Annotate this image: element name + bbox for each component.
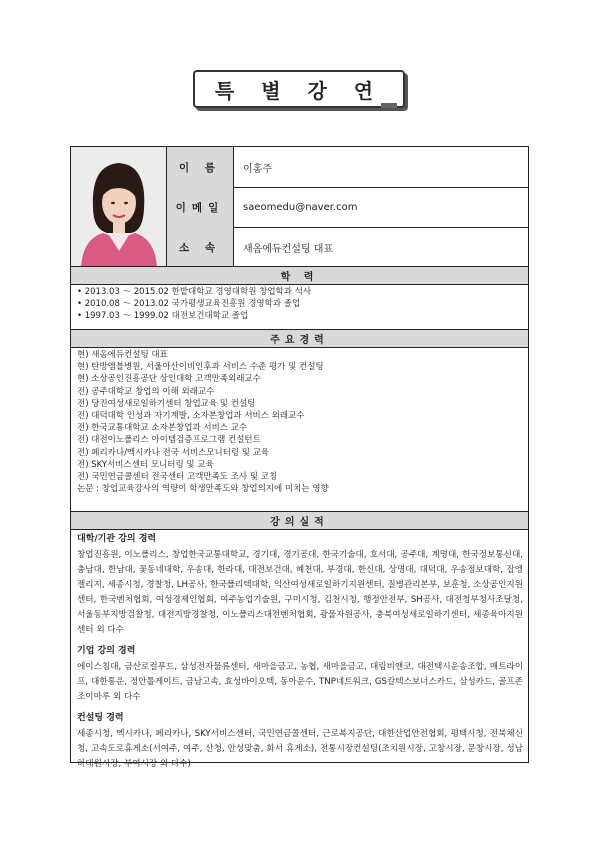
list-item: • 2013.03 ～ 2015.02 한밭대학교 경영대학원 창업학과 석사 <box>77 287 312 297</box>
name-label: 이 름 <box>167 147 234 187</box>
email-row <box>167 187 528 228</box>
list-item: 전) 페리카나/멕시카나 전국 서비스모니터링 및 교육 <box>77 447 270 458</box>
affiliation-value: 새옴에듀컨설팅 대표 <box>243 243 334 255</box>
education-list <box>77 286 311 323</box>
career-heading: 주요경력 <box>71 329 528 348</box>
name-value: 이홍주 <box>243 163 272 175</box>
lecture-group-title: 기업 강의 경력 <box>77 646 136 656</box>
page-title: 특 별 강 연 <box>214 78 384 103</box>
lecture-group-title: 대학/기관 강의 경력 <box>77 534 157 544</box>
affiliation-row <box>167 227 528 267</box>
lecture-group-text: 세종시청, 멕시카나, 페리카나, SKY서비스센터, 국민연금콜센터, 근로복지공단, 대한산업안전협회, 평택시청, 전북체신청, 고속도로휴게소(서여주, 여주, 산청, 안성맞춤, 화서 휴게소), 전통시장컨설팅(조치원시장, 고창시장, 문창시장, 성남하대원시장, 부여시장 외 다수) <box>77 729 523 769</box>
list-item: 현) 소상공인진흥공단 상인대학 고객만족외래교수 <box>77 374 261 385</box>
title-box <box>193 70 405 108</box>
career-list <box>77 349 329 495</box>
list-item: 전) 한국교통대학교 소자본창업과 서비스 교수 <box>77 423 248 434</box>
list-item: • 1997.03 ～ 1999.02 대전보건대학교 졸업 <box>77 311 249 322</box>
profile-document <box>70 146 529 769</box>
list-item: 전) 당진여성새로일하기센터 창업교육 및 컨설팅 <box>77 398 256 409</box>
list-item: 전) SKY서비스센터 모니터링 및 교육 <box>77 459 214 470</box>
email-value: saeomedu@naver.com <box>243 201 358 213</box>
list-item: 논문 : 창업교육강사의 역량이 학생만족도와 창업의지에 미치는 영향 <box>77 484 329 495</box>
affiliation-label: 소 속 <box>167 227 234 267</box>
list-item: 현) 탄방엠블병원, 서울아산이비인후과 서비스 수준 평가 및 컨설팅 <box>77 362 324 373</box>
lectures-body <box>77 530 523 778</box>
profile-photo <box>71 147 167 267</box>
list-item: 전) 대덕대학 인성과 자기계발, 소자본창업과 서비스 외래교수 <box>77 411 305 422</box>
lecture-group-text: 창업진흥원, 이노폴리스, 창업한국교통대학교, 경기대, 경기공대, 한국기술대, 호서대, 공주대, 계명대, 한국정보통신대, 충남대, 한남대, 꽃동네대학, 우송대, 한라대, 대전보건대, 혜천대, 부경대, 한신대, 상명대, 대덕대, 우송정보대학, 잡엥젤리지, 세종시청, 경찰청, LH공사, 한국폴리텍대학, 익산여성새로일하기지원센터, 질병관리본부, 보훈청, 소상공인지원센터, 한국벤처협회, 여성경제인협회, 여주농업기술원, 구미시청, 김천시청, 행정안전부, SH공사, 대전청부청사조달청, 서울동부지방검찰청, 대전지방경찰청, 이노폴리스대전벤처협회, 광물자원공사, 충북여성새로일하기센터, 세종육아지원센터 외 다수 <box>77 550 523 635</box>
lectures-heading: 강의실적 <box>71 511 528 530</box>
list-item: 현) 새옴에듀컨설팅 대표 <box>77 350 168 360</box>
email-label: 이메일 <box>167 187 234 227</box>
list-item: 전) 공주대학교 창업의 이해 외래교수 <box>77 386 215 397</box>
lecture-group-text: 에이스침대, 금산로컬푸드, 삼성전자물류센터, 새마을금고, 농협, 새마을금고, 대림비앤코, 대전택시운송조합, 매트라이프, 대한통운, 정안톨게이트, 금남고속, 효성바이오텍, 동아운수, TNP네트워크, GS칼텍스보너스카드, 삼성카드, 골프존 조이마루 외 다수 <box>77 662 523 702</box>
name-row <box>167 147 528 188</box>
title-tab-decoration <box>381 103 397 108</box>
education-heading: 학 력 <box>71 266 528 285</box>
list-item: 전) 국민연금콜센터 전국센터 고객만족도 조사 및 코칭 <box>77 472 278 483</box>
lecture-group-title: 컨설팅 경력 <box>77 713 124 723</box>
list-item: 전) 대전이노폴리스 아이템검증프로그램 컨설턴트 <box>77 435 261 446</box>
list-item: • 2010.08 ～ 2013.02 국가평생교육진흥원 경영학과 졸업 <box>77 299 301 310</box>
